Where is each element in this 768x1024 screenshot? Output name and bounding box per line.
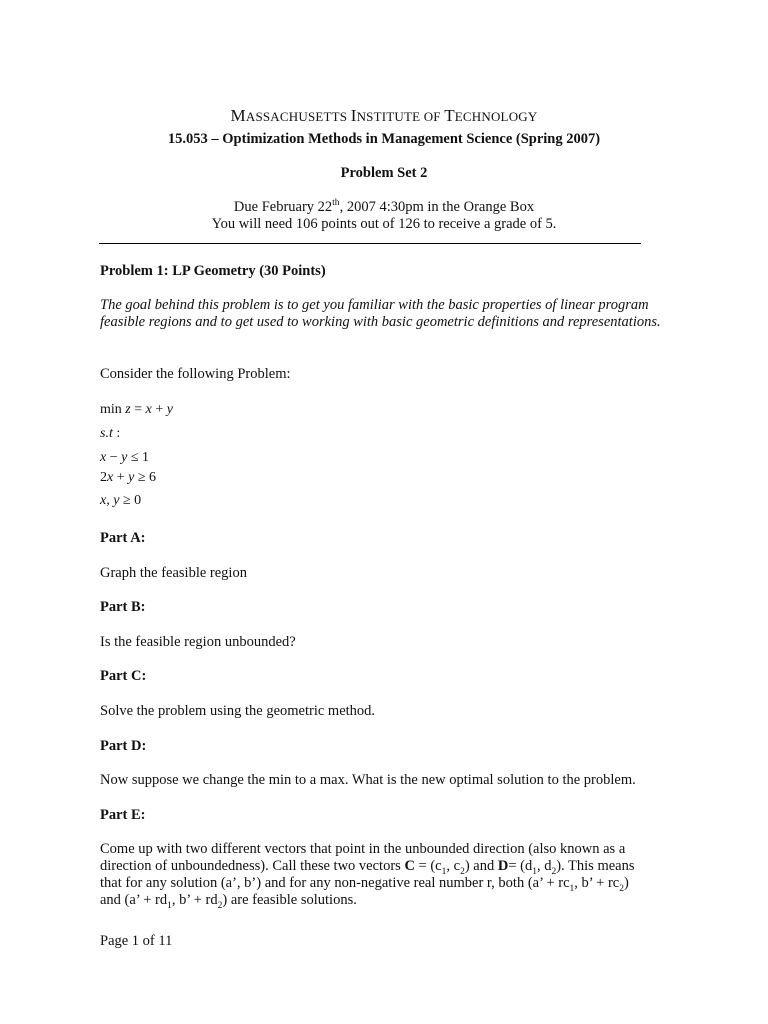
lp-objective: min z = x + y [100,402,173,417]
part-e-line-2: direction of unboundedness). Call these two vectors $C = (c_1$, $c_2$) and $D= (d_1$, $d_2$). This means [100,858,635,877]
problem-title: Problem 1: LP Geometry (30 Points) [100,263,326,279]
lp-constraint-1: x − y ≤ 1 [100,450,150,465]
part-e-line-1: Come up with two different vectors that point in the unbounded direction (also known as a [100,841,626,857]
lp-constraint-3: x, y ≥ 0 [100,493,142,508]
points-note: You will need 106 points out of 126 to receive a grade of 5. [211,216,557,232]
part-b-label: Part B: [100,599,146,615]
lp-constraint-2: 2x + y ≥ 6 [100,470,157,485]
part-c-label: Part C: [100,668,147,684]
part-e-line-3: that for any solution (a’, b’) and for any non-negative real number r, both (a’ + $rc_1$, b’ + $rc_2$) [100,875,629,894]
consider-text: Consider the following Problem: [100,366,291,382]
problem-set-title: Problem Set 2 [340,165,428,181]
lp-subject-to: s.t : [100,426,121,441]
part-a-label: Part A: [100,530,146,546]
part-a-text: Graph the feasible region [100,565,247,581]
due-date: Due February 22th, 2007 4:30pm in the Orange Box [233,198,535,215]
part-d-text: Now suppose we change the min to a max. What is the new optimal solution to the problem. [100,772,636,788]
problem-intro: The goal behind this problem is to get you familiar with the basic properties of linear program feasible regions and to get used to working with basic geometric definitions and representations. [100,297,661,330]
part-d-label: Part D: [100,738,147,754]
part-e-line-4: and (a’ + $rd_1$, b’ + $rd_2$) are feasible solutions. [100,892,357,911]
part-e-label: Part E: [100,807,146,823]
page-number: Page 1 of 11 [100,933,173,949]
part-b-text: Is the feasible region unbounded? [100,634,296,650]
course-title: 15.053 – Optimization Methods in Management Science (Spring 2007) [167,131,601,147]
institution-name: MASSACHUSETTS INSTITUTE OF TECHNOLOGY [230,106,538,125]
part-c-text: Solve the problem using the geometric method. [100,703,376,719]
header-divider [99,243,641,244]
